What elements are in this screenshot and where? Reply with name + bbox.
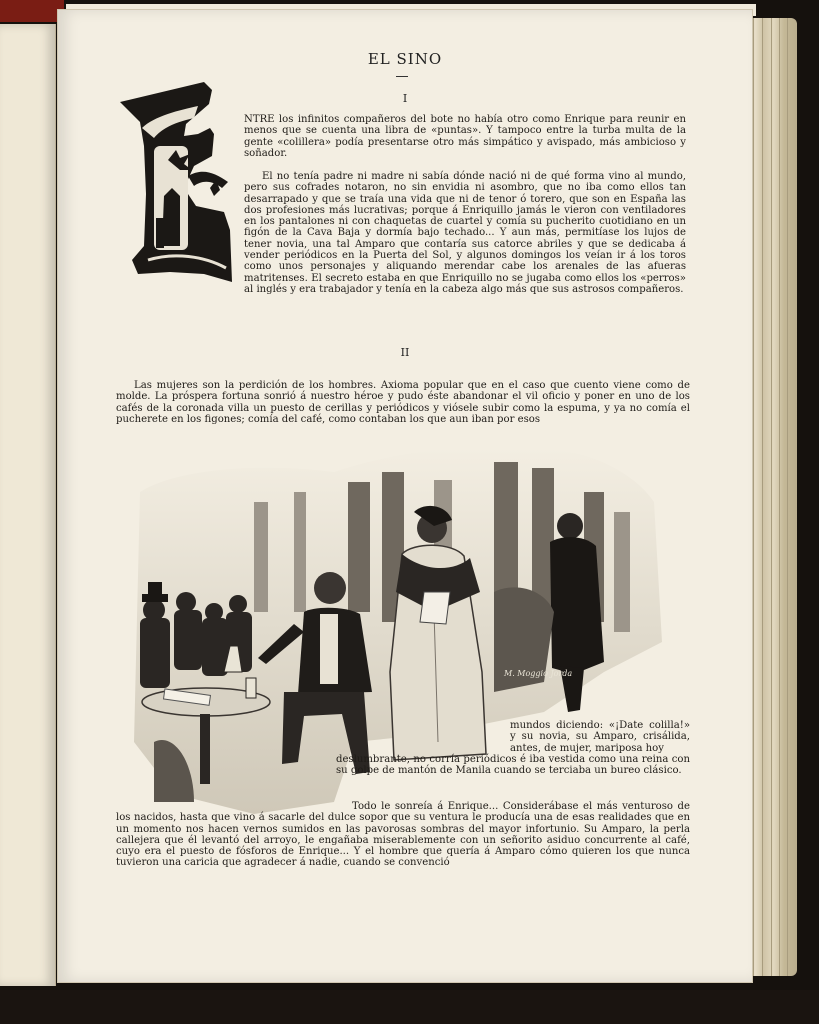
illustration-signature: M. Moggio Jorda [504,669,573,678]
page-stack-edge [745,18,797,976]
paragraph-2-wrapped: El no tenía padre ni madre ni sabía dónde nació ni de qué forma vino al mundo, pero sus cofrades notaron, no sin envidia ni asombro, que no iba como ellos tan desarrapado y que se traía una vida que ni de tenor ó torero, que son en España las dos profesiones más lucrativas; porque á Enriquillo jamás le vieron con ventiladores en los pantalones ni con chaquetas de cuartel y comía su pucherito cuotidiano en un figón de la Cava Baja y dormía bajo techado... Y aun más, permitíase los lujos de tener novia, una tal Amparo que contaría sus catorce abriles y que se dedicaba á vender periódicos en la Puerta del Sol, y algunos domingos los veían ir á los toros como unos personajes y aliquando merendar cabe los arenales de las afueras matritenses. El secreto estaba en que Enriquillo no se jugaba como ellos los «perros» al inglés y era trabajador y tenía en la cabeza algo más que sus astrosos compañeros. [244,171,686,295]
section-number-2: II [400,346,410,359]
title-rule [396,76,408,77]
section-number-1: I [402,92,408,105]
paragraph-3-continued-a: mundos diciendo: «¡Date colilla!» y su novia, su Amparo, crisálida, antes, de mujer, mariposa hoy [510,720,690,754]
paragraph-3: Las mujeres son la perdición de los hombres. Axioma popular que en el caso que cuento viene como de molde. La próspera fortuna sonrió á nuestro héroe y pudo éste abandonar el vil oficio y poner en uno de los cafés de la coronada villa un puesto de cerillas y periódicos y viósele subir como la espuma, y ya no comía el pucherete en los figones; comía del café, como contaban los que aun iban por esos [116,380,690,425]
decorated-initial-e-icon [114,76,236,290]
paragraph-3-continued-b: deslumbrante, no corría periódicos é iba vestida como una reina con su golpe de mantón de Manila cuando se terciaba un bureo clásico. [336,754,690,777]
paragraph-1: NTRE los infinitos compañeros del bote no había otro como Enrique para reunir en menos que se cuenta una libra de «puntas». Y tampoco entre la turba multa de la gente «colillera» podía presentarse otro más simpático y avispado, más ambicioso y soñador. [244,114,686,159]
page-title: EL SINO [367,50,443,68]
left-page-edge [0,24,56,986]
book-page [58,10,752,982]
table-surface [0,990,819,1024]
paragraph-4: Todo le sonreía á Enrique... Considerábase el más venturoso de los nacidos, hasta que vino á sacarle del dulce sopor que su ventura le producía una de esas realidades que en un momento nos hacen vernos sumidos en las pavorosas sombras del mayor infortunio. Su Amparo, la perla callejera que él levantó del arroyo, le engañaba miserablemente con un señorito asiduo concurrente al café, cuyo era el puesto de fósforos de Enrique... Y el hombre que quería á Amparo cómo quieren los que nunca tuvieron una caricia que agradecer á nadie, cuando se convenció [116,801,690,869]
book-cover-edge [0,0,64,22]
